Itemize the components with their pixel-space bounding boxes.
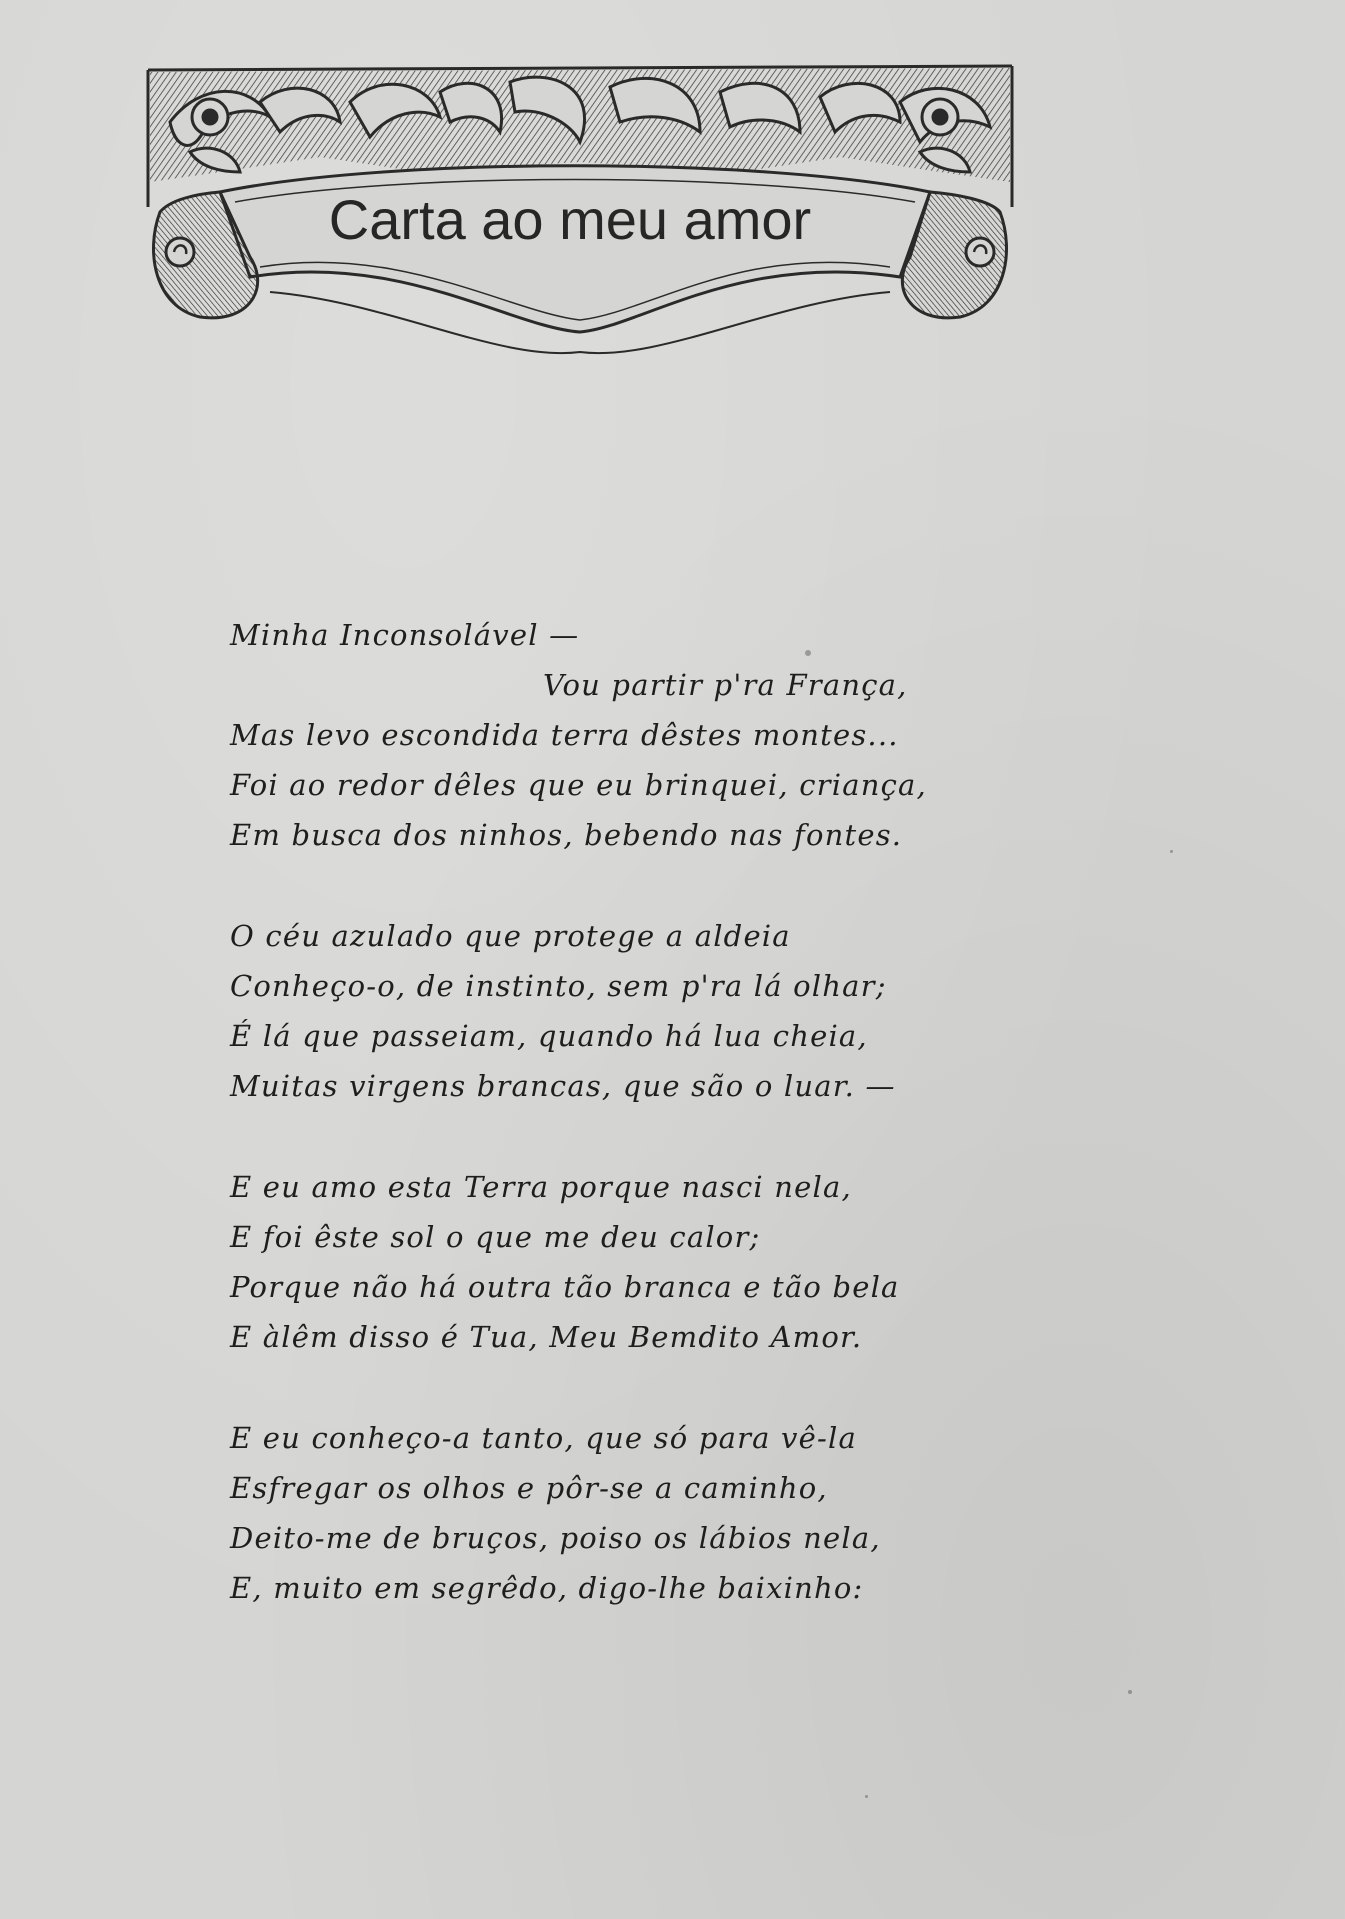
poem-line: E, muito em segrêdo, digo-lhe baixinho: — [230, 1571, 864, 1605]
poem-line: E eu amo esta Terra porque nasci nela, — [230, 1170, 852, 1204]
paper-speck — [1170, 850, 1173, 853]
stanza-1 — [230, 660, 930, 860]
poem-line: Em busca dos ninhos, bebendo nas fontes. — [230, 818, 903, 852]
poem-line: É lá que passeiam, quando há lua cheia, — [230, 1019, 868, 1053]
poem-line: Vou partir p'ra França, — [543, 668, 908, 702]
poem-line: E eu conheço-a tanto, que só para vê-la — [230, 1421, 857, 1455]
stanza-4 — [230, 1413, 930, 1613]
poem-line: Porque não há outra tão branca e tão bela — [230, 1270, 900, 1304]
poem — [230, 610, 930, 1613]
paper-speck — [865, 1795, 868, 1798]
poem-line: E foi êste sol o que me deu calor; — [230, 1220, 761, 1254]
poem-line: E àlêm disso é Tua, Meu Bemdito Amor. — [230, 1320, 863, 1354]
paper-speck — [805, 650, 811, 656]
poem-line: Conheço-o, de instinto, sem p'ra lá olhar; — [230, 969, 887, 1003]
stanza-3 — [230, 1162, 930, 1362]
poem-line: O céu azulado que protege a aldeia — [230, 919, 791, 953]
poem-line: Muitas virgens brancas, que são o luar. — — [230, 1069, 896, 1103]
poem-line: Deito-me de bruços, poiso os lábios nela, — [230, 1521, 881, 1555]
poem-line: Foi ao redor dêles que eu brinquei, criança, — [230, 768, 927, 802]
poem-line: Mas levo escondida terra dêstes montes... — [230, 718, 899, 752]
paper-speck — [1128, 1690, 1132, 1694]
stanza-2 — [230, 911, 930, 1111]
page-title: Carta ao meu amor — [328, 188, 812, 251]
poem-salutation: Minha Inconsolável — — [230, 618, 580, 652]
poem-line: Esfregar os olhos e pôr-se a caminho, — [230, 1471, 828, 1505]
